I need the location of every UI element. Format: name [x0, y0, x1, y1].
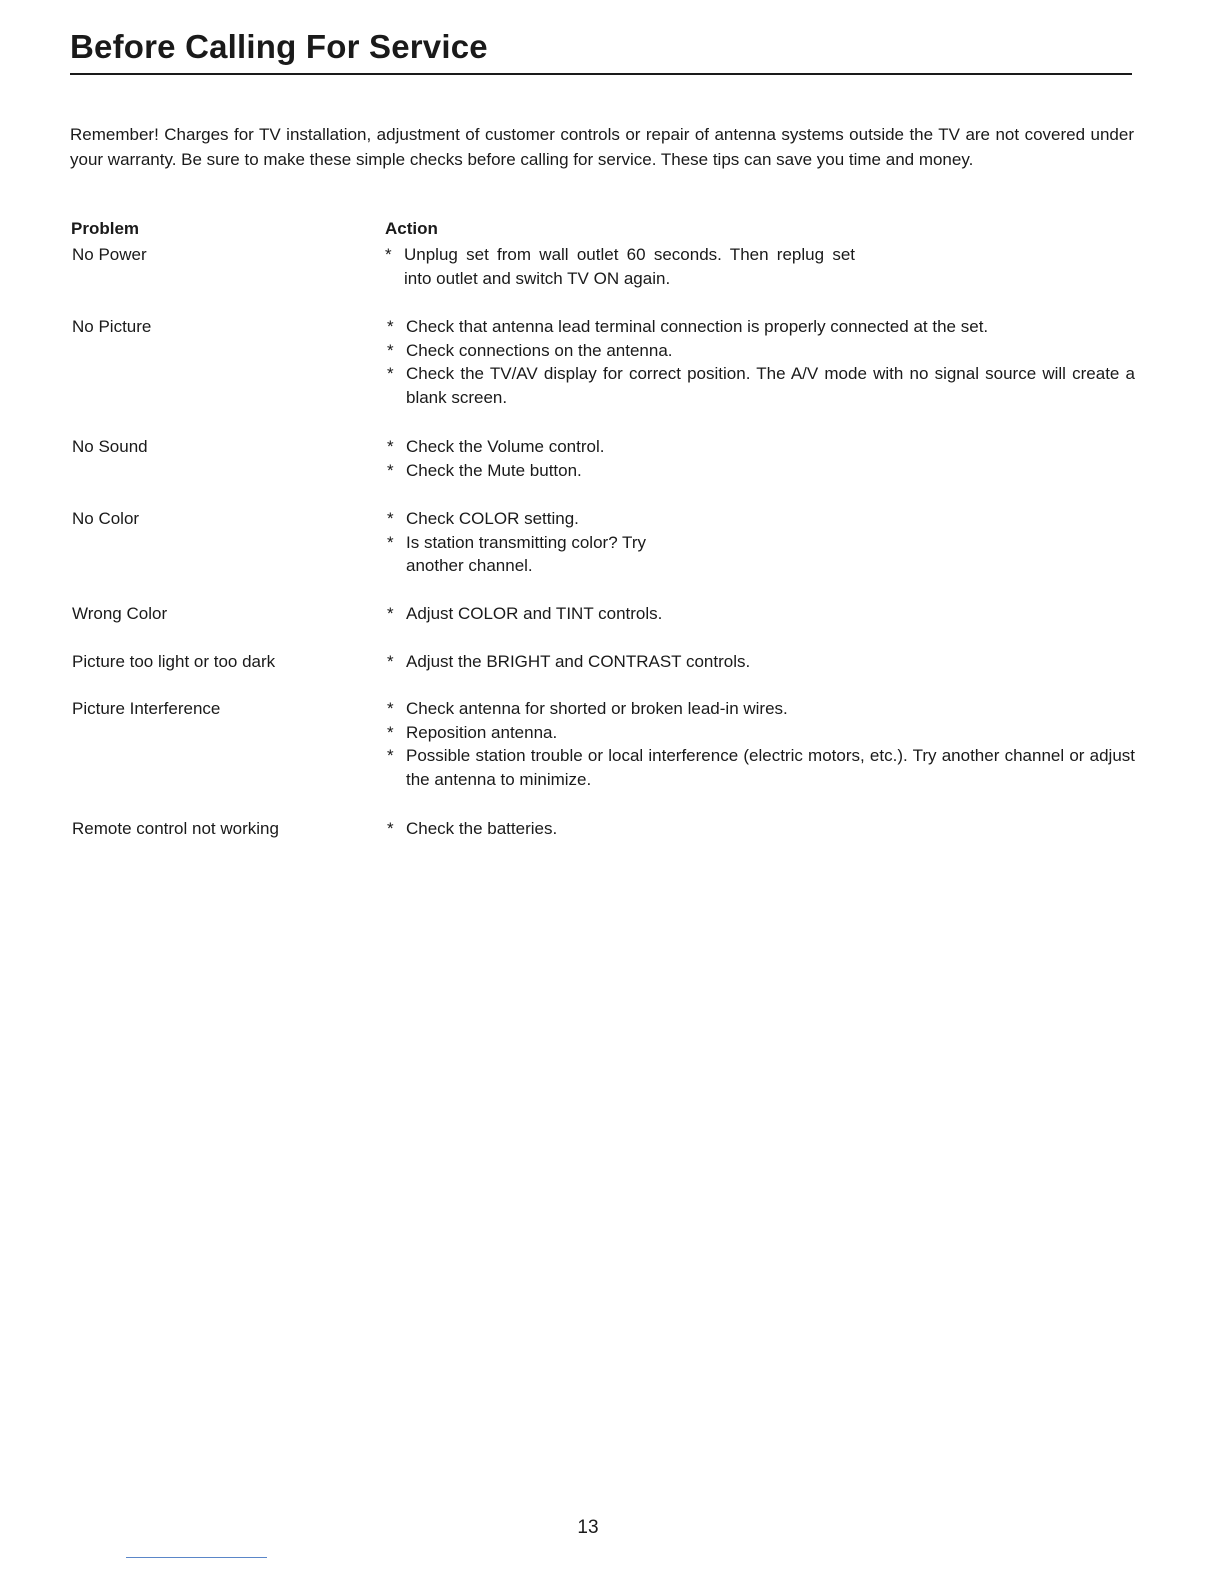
action-list	[387, 602, 1135, 626]
action-list	[387, 817, 1135, 841]
bullet-asterisk: *	[387, 437, 394, 456]
action-item: * Check that antenna lead terminal connection is properly connected at the set.	[387, 315, 1135, 339]
problem-label: Remote control not working	[72, 819, 279, 838]
action-list	[387, 697, 1135, 791]
page-number: 13	[577, 1517, 599, 1538]
problem-column-header: Problem	[71, 219, 140, 238]
bullet-asterisk: *	[387, 746, 394, 766]
action-item: * Is station transmitting color? Try another channel.	[387, 532, 646, 576]
action-list	[387, 315, 1135, 409]
problem-label: No Sound	[72, 437, 148, 456]
action-list	[387, 435, 1135, 482]
action-item: * Check the batteries.	[387, 817, 1135, 841]
action-item: * Adjust COLOR and TINT controls.	[387, 602, 1135, 626]
bullet-asterisk: *	[387, 317, 394, 336]
bullet-asterisk: *	[387, 340, 394, 360]
bullet-asterisk: *	[387, 604, 394, 623]
bullet-asterisk: *	[387, 364, 394, 384]
bullet-asterisk: *	[387, 460, 394, 480]
action-item: * Reposition antenna.	[387, 721, 1135, 745]
problem-label: Picture Interference	[72, 699, 221, 718]
action-item: * Check COLOR setting.	[387, 507, 677, 531]
bullet-asterisk: *	[387, 819, 394, 838]
action-item: * Check connections on the antenna.	[387, 339, 1135, 363]
action-list	[387, 650, 1135, 674]
action-list	[385, 243, 855, 290]
bullet-asterisk: *	[387, 509, 394, 528]
action-item: * Unplug set from wall outlet 60 seconds. Then replug set into outlet and switch TV ON again.	[385, 245, 855, 288]
action-item: * Check the Mute button.	[387, 459, 1135, 483]
action-item: * Check antenna for shorted or broken lead-in wires.	[387, 697, 1135, 721]
bullet-asterisk: *	[387, 532, 394, 552]
problem-label: Picture too light or too dark	[72, 652, 276, 671]
problem-label: No Power	[72, 245, 147, 264]
action-list	[387, 507, 677, 578]
bullet-asterisk: *	[385, 245, 392, 264]
problem-label: No Color	[72, 509, 140, 528]
problem-label: No Picture	[72, 317, 152, 336]
action-item: * Possible station trouble or local interference (electric motors, etc.). Try another channel or adjust the antenna to minimize.	[387, 746, 1135, 789]
action-column-header: Action	[385, 219, 438, 238]
page-title: Before Calling For Service	[70, 28, 488, 65]
bullet-asterisk: *	[387, 722, 394, 742]
action-item: * Check the Volume control.	[387, 435, 1135, 459]
bullet-asterisk: *	[387, 652, 394, 671]
title-underline	[70, 73, 1132, 75]
bullet-asterisk: *	[387, 699, 394, 718]
intro-paragraph: Remember! Charges for TV installation, adjustment of customer controls or repair of antenna systems outside the TV are not covered under your warranty. Be sure to make these simple checks before calling for service. These tips can save you time and money.	[70, 125, 1134, 169]
footer-line	[126, 1557, 267, 1558]
problem-label: Wrong Color	[72, 604, 168, 623]
action-item: * Adjust the BRIGHT and CONTRAST controls.	[387, 650, 1135, 674]
action-item: * Check the TV/AV display for correct position. The A/V mode with no signal source will create a blank screen.	[387, 364, 1135, 407]
